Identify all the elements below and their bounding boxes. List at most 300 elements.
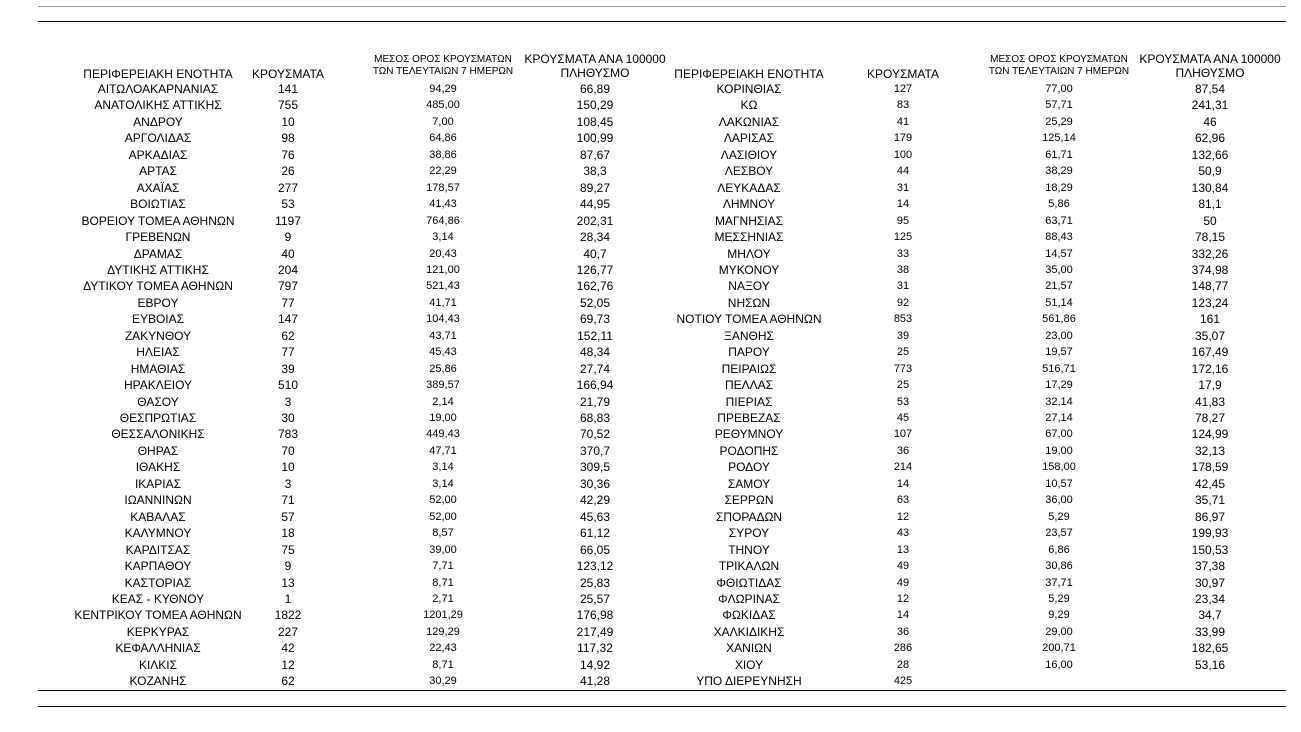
right-avg7-cell: 27,14 (1045, 412, 1073, 424)
right-per100k-cell: 332,26 (1191, 246, 1229, 261)
table-row (0, 607, 1301, 623)
right-per100k-cell: 34,7 (1198, 608, 1222, 623)
left-per100k-cell: 25,57 (579, 591, 611, 606)
left-avg7-cell: 389,57 (426, 379, 460, 392)
right-avg7-cell: 57,71 (1045, 99, 1073, 112)
left-avg7-cell: 764,86 (426, 214, 460, 227)
right-cases-cell: 31 (896, 280, 910, 293)
left-cases-cell: 227 (277, 624, 299, 639)
left-region-cell: ΙΩΑΝΝΙΝΩΝ (124, 493, 192, 508)
left-avg7-cell: 129,29 (426, 625, 460, 638)
right-per100k-cell: 199,93 (1191, 526, 1229, 541)
left-per100k-cell: 66,05 (579, 542, 611, 557)
right-avg7-cell: 5,86 (1048, 198, 1070, 211)
left-cases-cell: 40 (281, 246, 295, 261)
right-avg7-cell: 25,29 (1045, 115, 1073, 128)
right-avg7-cell: 14,57 (1045, 247, 1073, 260)
left-region-cell: ΚΙΛΚΙΣ (138, 657, 178, 672)
left-avg7-cell: 1201,29 (423, 609, 463, 622)
right-region-cell: ΛΕΣΒΟΥ (724, 164, 774, 179)
left-cases-cell: 797 (277, 279, 299, 294)
table-row (0, 591, 1301, 607)
left-per100k-cell: 25,83 (579, 575, 611, 590)
left-region-cell: ΑΙΤΩΛΟΑΚΑΡΝΑΝΙΑΣ (97, 82, 219, 96)
right-cases-cell: 44 (896, 165, 910, 178)
table-row (0, 673, 1301, 689)
right-region-cell: ΧΑΛΚΙΔΙΚΗΣ (713, 624, 785, 639)
left-avg7-cell: 2,14 (432, 395, 454, 408)
right-avg7-cell: 16,00 (1045, 658, 1073, 671)
right-cases-cell: 107 (893, 428, 913, 441)
right-per100k-cell: 123,24 (1191, 295, 1229, 310)
right-region-cell: ΛΗΜΝΟΥ (722, 197, 776, 212)
left-per100k-cell: 108,45 (576, 114, 614, 129)
right-avg7-cell: 5,29 (1048, 510, 1070, 523)
right-cases-cell: 38 (896, 263, 910, 276)
left-cases-cell: 755 (277, 98, 299, 113)
left-cases-cell: 62 (281, 328, 295, 343)
header-per100k-right-line1: ΚΡΟΥΣΜΑΤΑ ΑΝΑ 100000 (1139, 52, 1281, 66)
right-cases-cell: 773 (893, 362, 913, 375)
left-avg7-cell: 22,29 (429, 165, 457, 178)
right-region-cell: ΜΕΣΣΗΝΙΑΣ (714, 230, 784, 245)
header-per100k-left (516, 52, 674, 80)
top-border-line (38, 6, 1286, 7)
left-region-cell: ΚΑΡΠΑΘΟΥ (124, 559, 192, 574)
right-cases-cell: 49 (896, 560, 910, 573)
right-cases-cell: 12 (896, 510, 910, 523)
right-avg7-cell: 158,00 (1042, 461, 1076, 474)
left-avg7-cell: 449,43 (426, 428, 460, 441)
right-cases-cell: 425 (893, 675, 913, 688)
right-per100k-cell: 130,84 (1191, 180, 1229, 195)
left-avg7-cell: 39,00 (429, 543, 457, 556)
right-cases-cell: 179 (893, 132, 913, 145)
right-cases-cell: 13 (896, 543, 910, 556)
right-avg7-cell: 63,71 (1045, 214, 1073, 227)
right-cases-cell: 286 (893, 642, 913, 655)
right-region-cell: ΠΙΕΡΙΑΣ (725, 394, 773, 409)
right-per100k-cell: 132,66 (1191, 147, 1229, 162)
right-avg7-cell: 19,57 (1045, 346, 1073, 359)
table-row (0, 196, 1301, 212)
right-region-cell: ΚΟΡΙΝΘΙΑΣ (716, 82, 782, 96)
table-row (0, 640, 1301, 656)
right-region-cell: ΡΟΔΟΥ (728, 460, 770, 475)
left-cases-cell: 39 (281, 361, 295, 376)
left-per100k-cell: 309,5 (579, 460, 611, 475)
left-cases-cell: 204 (277, 262, 299, 277)
left-per100k-cell: 44,95 (579, 197, 611, 212)
right-region-cell: ΚΩ (740, 98, 758, 113)
right-region-cell: ΧΙΟΥ (734, 657, 764, 672)
left-avg7-cell: 521,43 (426, 280, 460, 293)
header-avg-right-line1: ΜΕΣΟΣ ΟΡΟΣ ΚΡΟΥΣΜΑΤΩΝ (990, 54, 1128, 65)
left-region-cell: ΕΥΒΟΙΑΣ (131, 312, 185, 327)
header-per100k-right (1132, 52, 1288, 80)
left-per100k-cell: 66,89 (579, 82, 611, 96)
right-cases-cell: 43 (896, 527, 910, 540)
left-avg7-cell: 25,86 (429, 362, 457, 375)
left-region-cell: ΑΧΑΪΑΣ (136, 180, 180, 195)
left-cases-cell: 12 (281, 657, 295, 672)
right-per100k-cell: 53,16 (1194, 657, 1226, 672)
table-row (0, 394, 1301, 410)
left-per100k-cell: 38,3 (583, 164, 607, 179)
left-per100k-cell: 152,11 (577, 328, 613, 343)
left-per100k-cell: 166,94 (576, 378, 614, 393)
left-cases-cell: 70 (281, 443, 295, 458)
right-region-cell: ΛΑΡΙΣΑΣ (723, 131, 775, 146)
left-cases-cell: 9 (284, 559, 292, 574)
right-avg7-cell: 77,00 (1045, 83, 1073, 95)
right-cases-cell: 28 (896, 658, 910, 671)
left-region-cell: ΙΘΑΚΗΣ (135, 460, 181, 475)
right-cases-cell: 100 (893, 148, 913, 161)
right-region-cell: ΥΠΟ ΔΙΕΡΕΥΝΗΣΗ (696, 674, 802, 689)
left-region-cell: ΔΥΤΙΚΟΥ ΤΟΜΕΑ ΑΘΗΝΩΝ (83, 279, 233, 294)
table-row (0, 213, 1301, 229)
left-per100k-cell: 87,67 (579, 147, 611, 162)
right-region-cell: ΦΘΙΩΤΙΔΑΣ (716, 575, 782, 590)
left-cases-cell: 77 (281, 345, 295, 360)
right-region-cell: ΠΡΕΒΕΖΑΣ (717, 411, 781, 425)
left-cases-cell: 147 (277, 312, 299, 327)
table-row (0, 509, 1301, 525)
left-per100k-cell: 217,49 (576, 624, 614, 639)
table-row (0, 459, 1301, 475)
right-per100k-cell: 87,54 (1194, 82, 1226, 96)
right-avg7-cell: 561,86 (1042, 313, 1076, 326)
left-per100k-cell: 100,99 (576, 131, 614, 146)
right-cases-cell: 31 (896, 181, 910, 194)
table-row (0, 361, 1301, 377)
right-avg7-cell: 38,29 (1045, 165, 1073, 178)
right-avg7-cell: 36,00 (1045, 494, 1073, 507)
right-avg7-cell: 17,29 (1045, 379, 1073, 392)
right-region-cell: ΞΑΝΘΗΣ (724, 328, 774, 343)
right-region-cell: ΜΗΛΟΥ (727, 246, 771, 261)
right-cases-cell: 49 (896, 576, 910, 589)
right-avg7-cell: 5,29 (1048, 592, 1070, 605)
left-avg7-cell: 121,00 (426, 263, 460, 276)
right-cases-cell: 127 (893, 83, 913, 95)
left-per100k-cell: 68,83 (579, 411, 611, 425)
left-region-cell: ΖΑΚΥΝΘΟΥ (124, 328, 192, 343)
right-per100k-cell: 172,16 (1191, 361, 1229, 376)
table-row (0, 114, 1301, 130)
left-per100k-cell: 14,92 (579, 657, 611, 672)
table-row (0, 180, 1301, 196)
left-avg7-cell: 3,14 (432, 477, 454, 490)
right-region-cell: ΜΑΓΝΗΣΙΑΣ (714, 213, 784, 228)
left-per100k-cell: 69,73 (579, 312, 611, 327)
left-per100k-cell: 30,36 (579, 476, 611, 491)
table-row (0, 328, 1301, 344)
left-per100k-cell: 52,05 (579, 295, 611, 310)
left-avg7-cell: 22,43 (429, 642, 457, 655)
right-region-cell: ΣΕΡΡΩΝ (724, 493, 774, 508)
left-per100k-cell: 28,34 (579, 230, 611, 245)
right-cases-cell: 95 (896, 214, 910, 227)
left-region-cell: ΒΟΙΩΤΙΑΣ (130, 197, 186, 212)
left-avg7-cell: 38,86 (429, 148, 457, 161)
right-per100k-cell: 81,1 (1198, 197, 1222, 212)
left-avg7-cell: 2,71 (432, 592, 454, 605)
left-cases-cell: 71 (281, 493, 295, 508)
right-per100k-cell: 62,96 (1194, 131, 1226, 146)
right-region-cell: ΝΗΣΩΝ (727, 295, 771, 310)
left-per100k-cell: 370,7 (579, 443, 611, 458)
left-region-cell: ΚΑΛΥΜΝΟΥ (124, 526, 192, 541)
left-cases-cell: 30 (281, 411, 295, 425)
right-per100k-cell: 50,9 (1198, 164, 1222, 179)
header-cases-right: ΚΡΟΥΣΜΑΤΑ (867, 67, 939, 81)
right-cases-cell: 83 (896, 99, 910, 112)
left-cases-cell: 141 (277, 82, 299, 96)
left-per100k-cell: 202,31 (576, 213, 614, 228)
right-per100k-cell: 35,07 (1194, 328, 1226, 343)
header-region-right: ΠΕΡΙΦΕΡΕΙΑΚΗ ΕΝΟΤΗΤΑ (674, 67, 824, 81)
left-avg7-cell: 3,14 (432, 231, 454, 244)
right-cases-cell: 25 (896, 379, 910, 392)
left-avg7-cell: 43,71 (429, 329, 457, 342)
right-avg7-cell: 516,71 (1042, 362, 1076, 375)
left-region-cell: ΕΒΡΟΥ (137, 295, 179, 310)
left-cases-cell: 783 (277, 427, 299, 442)
right-cases-cell: 45 (896, 412, 910, 424)
left-cases-cell: 9 (284, 230, 292, 245)
left-cases-cell: 98 (281, 131, 295, 146)
left-avg7-cell: 41,43 (429, 198, 457, 211)
right-avg7-cell: 23,00 (1045, 329, 1073, 342)
right-region-cell: ΡΕΘΥΜΝΟΥ (714, 427, 784, 442)
left-avg7-cell: 47,71 (429, 444, 457, 457)
left-per100k-cell: 42,29 (579, 493, 611, 508)
left-cases-cell: 42 (281, 641, 295, 656)
header-avg-left (362, 54, 524, 78)
left-cases-cell: 3 (284, 394, 292, 409)
left-cases-cell: 57 (281, 509, 295, 524)
right-cases-cell: 92 (896, 296, 910, 309)
right-region-cell: ΛΕΥΚΑΔΑΣ (717, 180, 781, 195)
left-avg7-cell: 64,86 (429, 132, 457, 145)
table-row (0, 163, 1301, 179)
left-avg7-cell: 7,00 (432, 115, 454, 128)
table-row (0, 575, 1301, 591)
left-avg7-cell: 104,43 (426, 313, 460, 326)
left-region-cell: ΗΛΕΙΑΣ (136, 345, 180, 360)
right-per100k-cell: 124,99 (1191, 427, 1229, 442)
left-per100k-cell: 27,74 (579, 361, 611, 376)
left-per100k-cell: 41,28 (579, 674, 611, 689)
left-region-cell: ΗΜΑΘΙΑΣ (130, 361, 186, 376)
table-row (0, 97, 1301, 113)
table-row (0, 492, 1301, 508)
table-bottom-line (38, 690, 1286, 691)
left-region-cell: ΑΝΑΤΟΛΙΚΗΣ ΑΤΤΙΚΗΣ (94, 98, 222, 113)
right-region-cell: ΡΟΔΟΠΗΣ (719, 443, 779, 458)
left-avg7-cell: 52,00 (429, 494, 457, 507)
right-region-cell: ΠΕΙΡΑΙΩΣ (721, 361, 777, 376)
right-region-cell: ΧΑΝΙΩΝ (726, 641, 772, 656)
left-region-cell: ΔΡΑΜΑΣ (133, 246, 183, 261)
right-avg7-cell: 32,14 (1045, 395, 1073, 408)
table-row (0, 229, 1301, 245)
right-region-cell: ΦΛΩΡΙΝΑΣ (718, 591, 780, 606)
header-per100k-right-line2: ΠΛΗΘΥΣΜΟ (1175, 66, 1245, 80)
right-per100k-cell: 41,83 (1194, 394, 1226, 409)
table-row (0, 246, 1301, 262)
right-per100k-cell: 86,97 (1194, 509, 1226, 524)
right-avg7-cell: 6,86 (1048, 543, 1070, 556)
right-cases-cell: 36 (896, 625, 910, 638)
left-region-cell: ΒΟΡΕΙΟΥ ΤΟΜΕΑ ΑΘΗΝΩΝ (81, 213, 235, 228)
left-region-cell: ΑΡΓΟΛΙΔΑΣ (124, 131, 192, 146)
left-cases-cell: 10 (281, 114, 295, 129)
right-per100k-cell: 50 (1203, 213, 1217, 228)
right-avg7-cell: 67,00 (1045, 428, 1073, 441)
right-avg7-cell: 200,71 (1042, 642, 1076, 655)
header-per100k-left-line2: ΠΛΗΘΥΣΜΟ (560, 66, 630, 80)
right-per100k-cell: 33,99 (1194, 624, 1226, 639)
left-region-cell: ΚΟΖΑΝΗΣ (129, 674, 187, 689)
header-cases-left: ΚΡΟΥΣΜΑΤΑ (252, 67, 324, 81)
header-avg-left-line2: ΤΩΝ ΤΕΛΕΥΤΑΙΩΝ 7 ΗΜΕΡΩΝ (372, 66, 514, 77)
right-per100k-cell: 17,9 (1198, 378, 1222, 393)
left-cases-cell: 1 (284, 591, 292, 606)
right-cases-cell: 14 (896, 609, 910, 622)
right-per100k-cell: 42,45 (1194, 476, 1226, 491)
left-avg7-cell: 19,00 (429, 412, 457, 424)
right-cases-cell: 25 (896, 346, 910, 359)
table-row (0, 476, 1301, 492)
left-per100k-cell: 21,79 (579, 394, 611, 409)
left-cases-cell: 53 (281, 197, 295, 212)
right-region-cell: ΝΑΞΟΥ (728, 279, 770, 294)
right-per100k-cell: 148,77 (1191, 279, 1229, 294)
left-cases-cell: 76 (281, 147, 295, 162)
table-row (0, 147, 1301, 163)
left-per100k-cell: 126,77 (576, 262, 614, 277)
right-per100k-cell: 150,53 (1191, 542, 1229, 557)
header-avg-right-line2: ΤΩΝ ΤΕΛΕΥΤΑΙΩΝ 7 ΗΜΕΡΩΝ (988, 66, 1130, 77)
left-avg7-cell: 20,43 (429, 247, 457, 260)
left-cases-cell: 1822 (274, 608, 302, 623)
left-per100k-cell: 61,12 (579, 526, 611, 541)
table-row (0, 542, 1301, 558)
left-region-cell: ΑΝΔΡΟΥ (133, 114, 183, 129)
right-region-cell: ΤΗΝΟΥ (728, 542, 770, 557)
table-row (0, 311, 1301, 327)
left-region-cell: ΚΑΡΔΙΤΣΑΣ (125, 542, 191, 557)
right-cases-cell: 63 (896, 494, 910, 507)
right-avg7-cell: 18,29 (1045, 181, 1073, 194)
left-avg7-cell: 7,71 (432, 560, 454, 573)
right-cases-cell: 39 (896, 329, 910, 342)
left-region-cell: ΚΕΝΤΡΙΚΟΥ ΤΟΜΕΑ ΑΘΗΝΩΝ (74, 608, 242, 623)
left-per100k-cell: 123,12 (576, 559, 614, 574)
right-region-cell: ΠΑΡΟΥ (728, 345, 770, 360)
right-avg7-cell: 30,86 (1045, 560, 1073, 573)
left-cases-cell: 3 (284, 476, 292, 491)
left-region-cell: ΗΡΑΚΛΕΙΟΥ (123, 378, 193, 393)
left-cases-cell: 10 (281, 460, 295, 475)
right-per100k-cell: 374,98 (1191, 262, 1229, 277)
right-per100k-cell: 241,31 (1191, 98, 1229, 113)
right-per100k-cell: 182,65 (1191, 641, 1229, 656)
left-region-cell: ΘΑΣΟΥ (137, 394, 179, 409)
right-region-cell: ΣΑΜΟΥ (727, 476, 771, 491)
right-cases-cell: 53 (896, 395, 910, 408)
left-avg7-cell: 41,71 (429, 296, 457, 309)
left-avg7-cell: 3,14 (432, 461, 454, 474)
page-bottom-line (38, 706, 1286, 707)
right-cases-cell: 214 (893, 461, 913, 474)
left-per100k-cell: 40,7 (583, 246, 607, 261)
left-avg7-cell: 8,71 (432, 576, 454, 589)
left-per100k-cell: 150,29 (576, 98, 614, 113)
left-per100k-cell: 162,76 (576, 279, 614, 294)
left-region-cell: ΚΕΦΑΛΛΗΝΙΑΣ (115, 641, 201, 656)
right-per100k-cell: 161 (1199, 312, 1221, 327)
right-cases-cell: 14 (896, 198, 910, 211)
table-row (0, 377, 1301, 393)
table-row (0, 624, 1301, 640)
left-region-cell: ΓΡΕΒΕΝΩΝ (125, 230, 191, 245)
left-cases-cell: 77 (281, 295, 295, 310)
left-avg7-cell: 52,00 (429, 510, 457, 523)
left-cases-cell: 75 (281, 542, 295, 557)
right-region-cell: ΦΩΚΙΔΑΣ (722, 608, 776, 623)
table-row (0, 81, 1301, 97)
left-region-cell: ΙΚΑΡΙΑΣ (134, 476, 182, 491)
left-region-cell: ΚΑΒΑΛΑΣ (130, 509, 186, 524)
left-region-cell: ΚΑΣΤΟΡΙΑΣ (124, 575, 192, 590)
left-region-cell: ΑΡΚΑΔΙΑΣ (128, 147, 188, 162)
right-avg7-cell: 10,57 (1045, 477, 1073, 490)
right-region-cell: ΠΕΛΛΑΣ (724, 378, 774, 393)
table-row (0, 558, 1301, 574)
table-row (0, 443, 1301, 459)
left-region-cell: ΔΥΤΙΚΗΣ ΑΤΤΙΚΗΣ (107, 262, 209, 277)
left-avg7-cell: 30,29 (429, 675, 457, 688)
right-cases-cell: 12 (896, 592, 910, 605)
left-region-cell: ΘΕΣΠΡΩΤΙΑΣ (119, 411, 197, 425)
left-region-cell: ΚΕΑΣ - ΚΥΘΝΟΥ (111, 591, 205, 606)
right-avg7-cell: 29,00 (1045, 625, 1073, 638)
right-per100k-cell: 35,71 (1194, 493, 1226, 508)
table-row (0, 130, 1301, 146)
left-cases-cell: 510 (277, 378, 299, 393)
left-avg7-cell: 8,71 (432, 658, 454, 671)
right-cases-cell: 41 (896, 115, 910, 128)
right-avg7-cell: 37,71 (1045, 576, 1073, 589)
right-cases-cell: 853 (893, 313, 913, 326)
left-region-cell: ΚΕΡΚΥΡΑΣ (126, 624, 190, 639)
table-row (0, 295, 1301, 311)
right-per100k-cell: 32,13 (1194, 443, 1226, 458)
left-avg7-cell: 178,57 (426, 181, 460, 194)
right-avg7-cell: 9,29 (1048, 609, 1070, 622)
right-per100k-cell: 37,38 (1194, 559, 1226, 574)
left-per100k-cell: 45,63 (579, 509, 611, 524)
right-cases-cell: 125 (893, 231, 913, 244)
right-avg7-cell: 125,14 (1042, 132, 1076, 145)
table-row (0, 262, 1301, 278)
right-avg7-cell: 35,00 (1045, 263, 1073, 276)
left-cases-cell: 26 (281, 164, 295, 179)
